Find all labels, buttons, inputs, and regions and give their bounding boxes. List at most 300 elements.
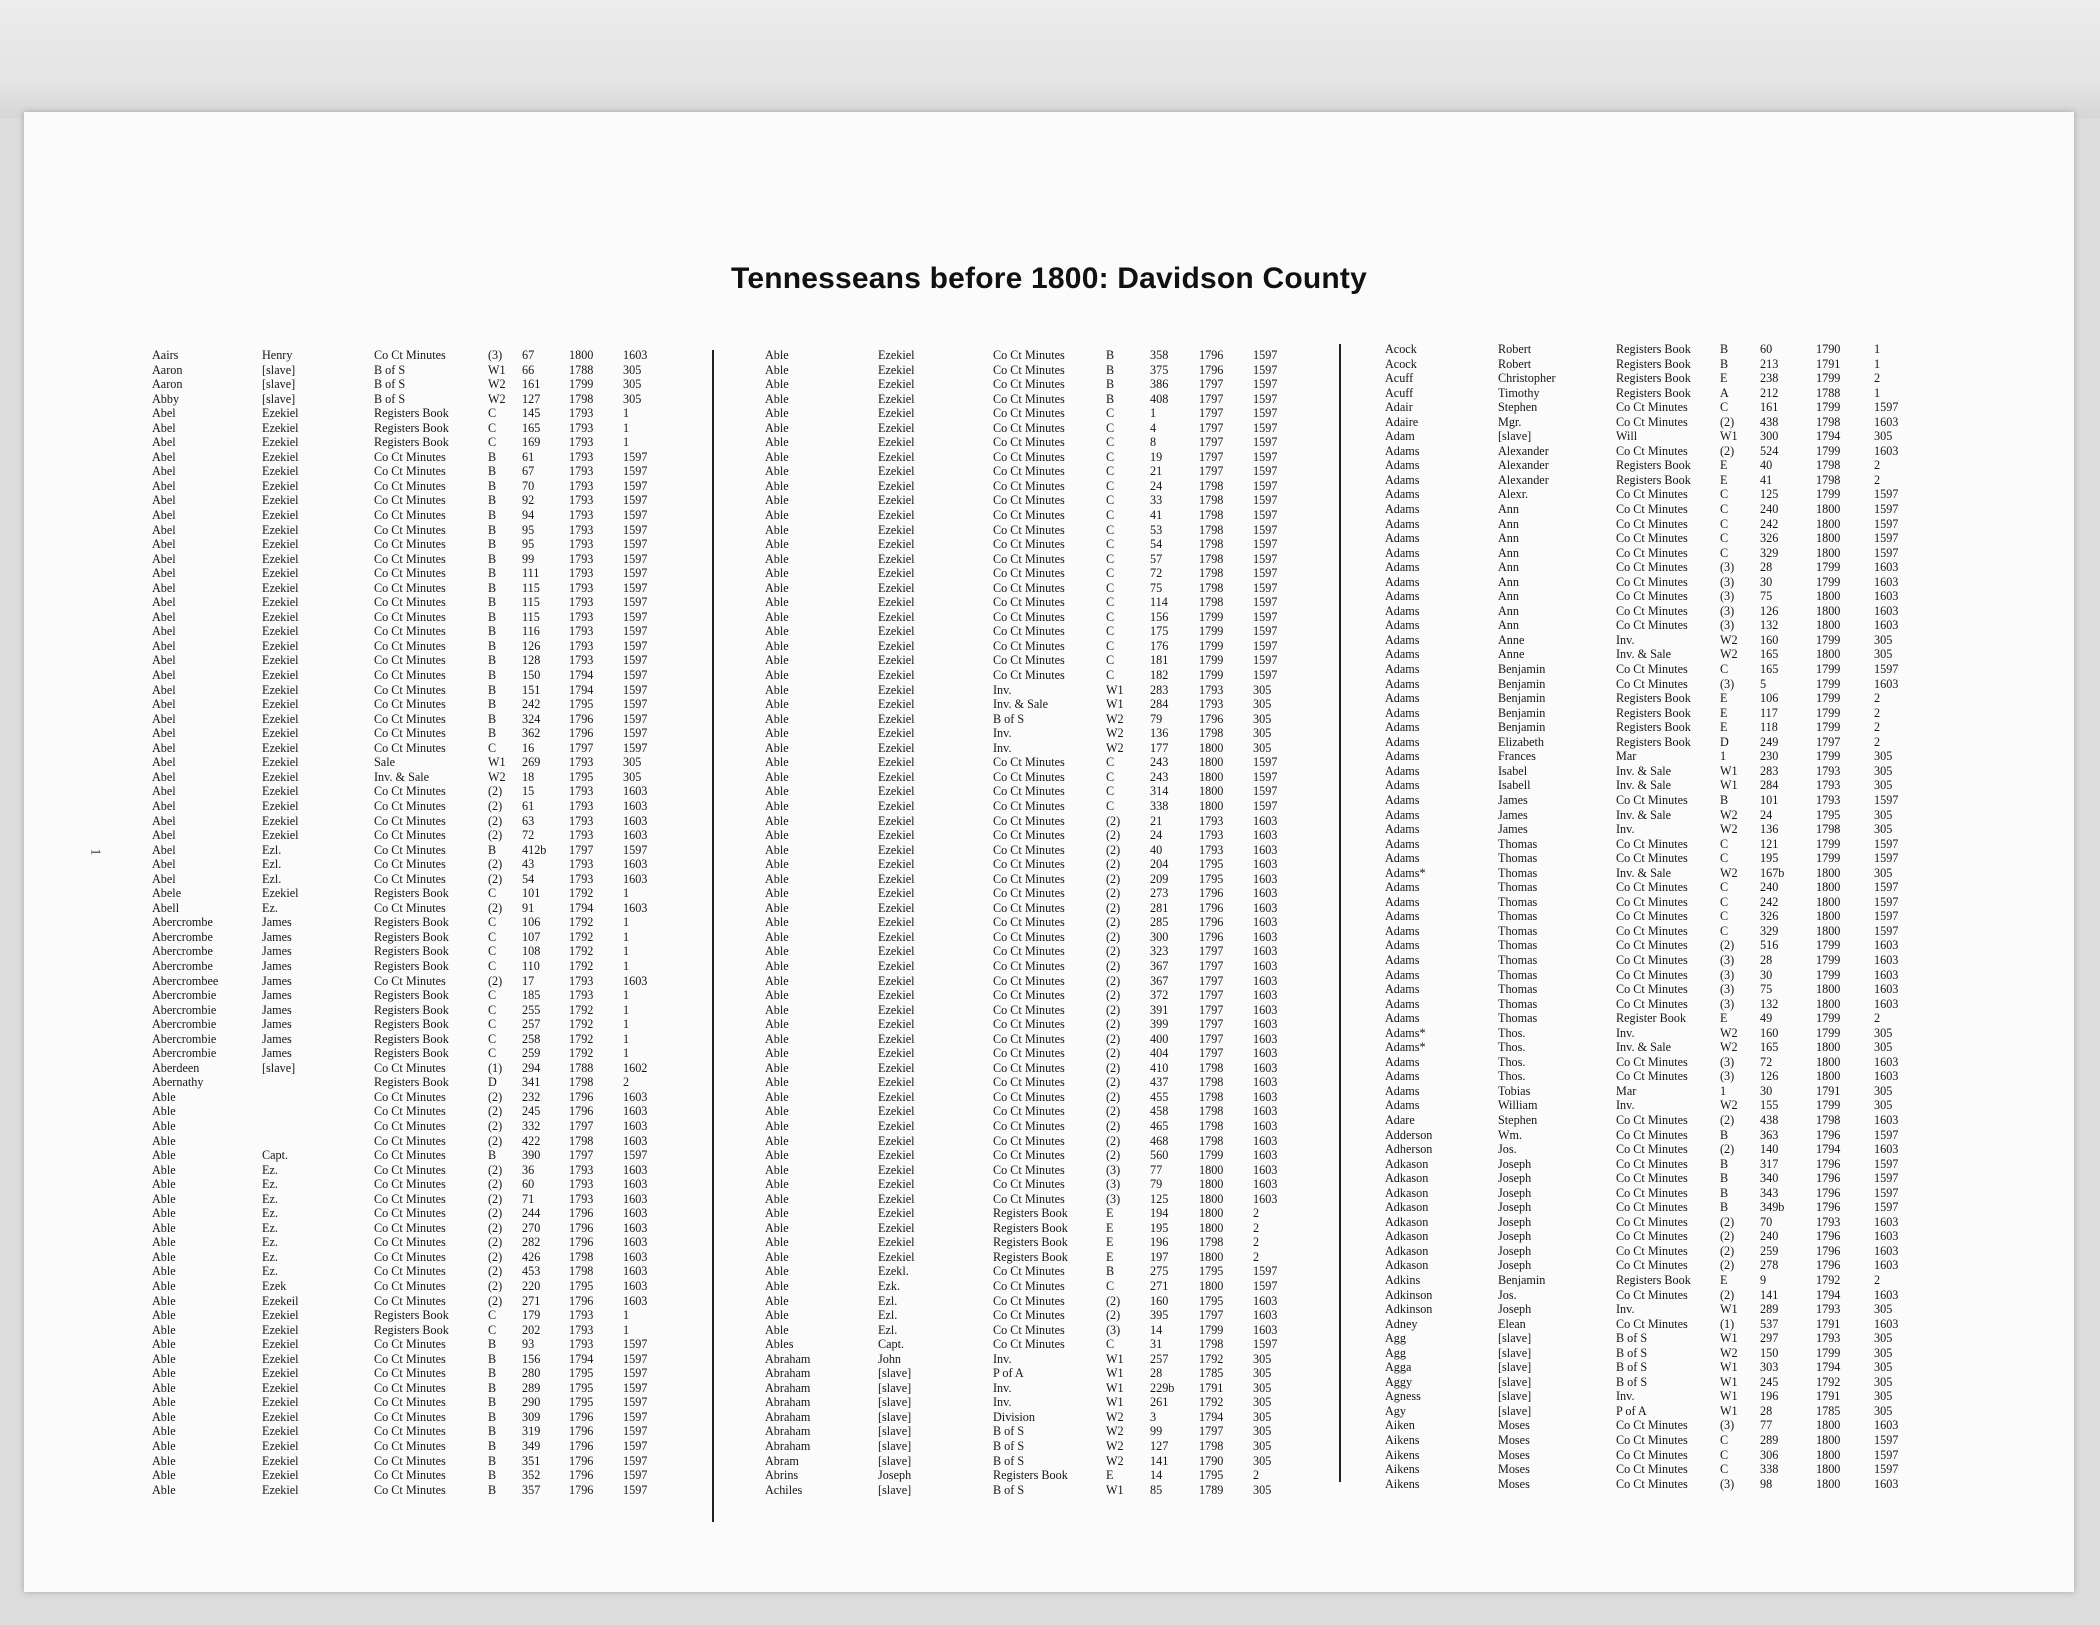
- volume-cell: (3): [1720, 1418, 1735, 1433]
- year-cell: 1785: [1199, 1366, 1224, 1381]
- record-type-cell: Co Ct Minutes: [993, 377, 1065, 392]
- page-ref-cell: 196: [1150, 1235, 1169, 1250]
- surname-cell: Adams: [1385, 952, 1420, 967]
- roll-cell: 1597: [1874, 531, 1899, 546]
- surname-cell: Adkason: [1385, 1214, 1429, 1229]
- entry-row: [765, 493, 1297, 508]
- page-ref-cell: 255: [522, 1002, 541, 1017]
- roll-cell: 1603: [1253, 1162, 1278, 1177]
- year-cell: 1798: [1199, 595, 1224, 610]
- roll-cell: 1603: [623, 857, 648, 872]
- year-cell: 1793: [569, 1337, 594, 1352]
- year-cell: 1789: [1199, 1482, 1224, 1497]
- given-name-cell: Ezekiel: [878, 391, 915, 406]
- volume-cell: B: [488, 595, 497, 610]
- roll-cell: 1603: [623, 1162, 648, 1177]
- entry-row: [1385, 953, 1914, 968]
- given-name-cell: [slave]: [878, 1395, 912, 1410]
- year-cell: 1793: [1816, 778, 1841, 793]
- given-name-cell: Ezekiel: [262, 726, 299, 741]
- page-ref-cell: 85: [1150, 1482, 1163, 1497]
- page-ref-cell: 259: [1760, 1243, 1779, 1258]
- page-ref-cell: 165: [1760, 647, 1779, 662]
- record-type-cell: Inv. & Sale: [1616, 763, 1672, 778]
- page-ref-cell: 30: [1760, 967, 1773, 982]
- volume-cell: (2): [488, 1279, 503, 1293]
- volume-cell: C: [1106, 449, 1115, 464]
- roll-cell: 305: [1253, 740, 1272, 755]
- page-ref-cell: 412b: [522, 842, 547, 857]
- surname-cell: Able: [765, 668, 789, 683]
- entry-row: [1385, 517, 1914, 532]
- year-cell: 1793: [569, 813, 594, 828]
- year-cell: 1799: [1199, 638, 1224, 653]
- page-ref-cell: 290: [522, 1395, 541, 1410]
- surname-cell: Abercrombie: [152, 1031, 217, 1046]
- year-cell: 1792: [569, 1031, 594, 1046]
- year-cell: 1793: [569, 478, 594, 493]
- page-ref-cell: 169: [522, 435, 541, 450]
- year-cell: 1793: [569, 1322, 594, 1337]
- given-name-cell: [slave]: [878, 1380, 912, 1395]
- volume-cell: E: [1720, 371, 1728, 386]
- surname-cell: Abel: [152, 478, 176, 493]
- entry-row: [1385, 662, 1914, 677]
- page-ref-cell: 242: [1760, 516, 1779, 531]
- entry-row: [765, 1003, 1297, 1018]
- record-type-cell: Co Ct Minutes: [374, 1220, 446, 1235]
- surname-cell: Able: [765, 1017, 789, 1032]
- page-ref-cell: 30: [1760, 574, 1773, 589]
- roll-cell: 1603: [1253, 915, 1278, 930]
- volume-cell: (2): [488, 1118, 503, 1133]
- given-name-cell: [slave]: [262, 362, 296, 377]
- year-cell: 1797: [569, 1118, 594, 1133]
- surname-cell: Adams: [1385, 778, 1420, 793]
- record-type-cell: Co Ct Minutes: [1616, 1054, 1688, 1069]
- surname-cell: Adams: [1385, 792, 1420, 807]
- entry-row: [1385, 866, 1914, 881]
- entry-row: [765, 610, 1297, 625]
- record-type-cell: Co Ct Minutes: [993, 595, 1065, 610]
- year-cell: 1797: [1199, 1308, 1224, 1323]
- surname-cell: Able: [765, 1104, 789, 1119]
- record-type-cell: Co Ct Minutes: [993, 609, 1065, 624]
- volume-cell: C: [488, 406, 497, 421]
- surname-cell: Able: [765, 1235, 789, 1250]
- volume-cell: (3): [1720, 1054, 1735, 1069]
- record-type-cell: Co Ct Minutes: [993, 522, 1065, 537]
- entry-row: [152, 872, 667, 887]
- page-ref-cell: 243: [1150, 755, 1169, 770]
- record-type-cell: Co Ct Minutes: [1616, 1316, 1688, 1331]
- year-cell: 1800: [1816, 1462, 1841, 1477]
- roll-cell: 1: [623, 406, 630, 421]
- year-cell: 1792: [1816, 1374, 1841, 1389]
- entry-row: [152, 552, 667, 567]
- record-type-cell: Co Ct Minutes: [374, 580, 446, 595]
- volume-cell: (2): [1106, 1075, 1121, 1090]
- volume-cell: C: [1106, 595, 1115, 610]
- volume-cell: C: [488, 988, 497, 1003]
- given-name-cell: Ezekiel: [262, 1395, 299, 1410]
- volume-cell: (2): [488, 857, 503, 872]
- year-cell: 1796: [569, 1089, 594, 1104]
- page-ref-cell: 244: [522, 1206, 541, 1221]
- entry-row: [1385, 1462, 1914, 1477]
- surname-cell: Abel: [152, 551, 176, 566]
- year-cell: 1795: [1199, 871, 1224, 886]
- volume-cell: B: [1720, 1156, 1729, 1171]
- roll-cell: 1597: [623, 508, 648, 523]
- given-name-cell: Christopher: [1498, 371, 1556, 386]
- roll-cell: 1603: [623, 1249, 648, 1264]
- page-ref-cell: 77: [1150, 1162, 1163, 1177]
- given-name-cell: Jos.: [1498, 1142, 1517, 1157]
- entry-row: [152, 479, 667, 494]
- year-cell: 1798: [1199, 1439, 1224, 1454]
- year-cell: 1799: [1199, 668, 1224, 683]
- year-cell: 1796: [569, 1220, 594, 1235]
- given-name-cell: Alexander: [1498, 458, 1549, 473]
- record-type-cell: Registers Book: [374, 944, 449, 959]
- roll-cell: 1603: [623, 348, 648, 362]
- surname-cell: Adams: [1385, 545, 1420, 560]
- given-name-cell: Joseph: [1498, 1156, 1532, 1171]
- record-type-cell: Co Ct Minutes: [1616, 1171, 1688, 1186]
- given-name-cell: Thos.: [1498, 1054, 1526, 1069]
- volume-cell: (2): [1720, 443, 1735, 458]
- volume-cell: (2): [1106, 915, 1121, 930]
- given-name-cell: Ezekiel: [878, 566, 915, 581]
- given-name-cell: Ezekiel: [878, 1060, 915, 1075]
- surname-cell: Abraham: [765, 1351, 811, 1366]
- surname-cell: Adkason: [1385, 1156, 1429, 1171]
- year-cell: 1798: [1199, 580, 1224, 595]
- given-name-cell: Moses: [1498, 1462, 1530, 1477]
- given-name-cell: Ez.: [262, 1235, 278, 1250]
- page-ref-cell: 212: [1760, 385, 1779, 400]
- page-ref-cell: 79: [1150, 1177, 1163, 1192]
- volume-cell: (2): [488, 1235, 503, 1250]
- page-ref-cell: 194: [1150, 1206, 1169, 1221]
- year-cell: 1793: [569, 784, 594, 799]
- record-type-cell: Co Ct Minutes: [374, 1264, 446, 1279]
- volume-cell: B: [1720, 1185, 1729, 1200]
- entry-row: [1385, 1186, 1914, 1201]
- record-type-cell: Registers Book: [1616, 472, 1691, 487]
- page-ref-cell: 115: [522, 609, 540, 624]
- given-name-cell: Ezekiel: [262, 449, 299, 464]
- record-type-cell: Co Ct Minutes: [374, 1060, 446, 1075]
- page-ref-cell: 245: [522, 1104, 541, 1119]
- volume-cell: B: [1106, 377, 1115, 392]
- surname-cell: Abram: [765, 1453, 799, 1468]
- record-type-cell: Co Ct Minutes: [374, 522, 446, 537]
- volume-cell: (2): [1106, 1002, 1121, 1017]
- roll-cell: 1597: [623, 740, 648, 755]
- volume-cell: (2): [1106, 871, 1121, 886]
- page-ref-cell: 204: [1150, 857, 1169, 872]
- given-name-cell: [slave]: [878, 1482, 912, 1497]
- year-cell: 1799: [1816, 443, 1841, 458]
- roll-cell: 1603: [1253, 857, 1278, 872]
- record-type-cell: Co Ct Minutes: [1616, 1258, 1688, 1273]
- year-cell: 1793: [569, 464, 594, 479]
- column-divider-2: [1339, 344, 1341, 1482]
- roll-cell: 1603: [1874, 618, 1899, 633]
- entry-row: [1385, 1273, 1914, 1288]
- page-ref-cell: 438: [1760, 1112, 1779, 1127]
- volume-cell: W2: [1106, 1453, 1124, 1468]
- entry-row: [1385, 400, 1914, 415]
- volume-cell: W1: [488, 755, 506, 770]
- year-cell: 1791: [1816, 1083, 1841, 1098]
- page-ref-cell: 132: [1760, 618, 1779, 633]
- record-type-cell: Registers Book: [374, 886, 449, 901]
- given-name-cell: Ann: [1498, 618, 1519, 633]
- volume-cell: (2): [1106, 973, 1121, 988]
- surname-cell: Aikens: [1385, 1476, 1420, 1491]
- page-ref-cell: 182: [1150, 668, 1169, 683]
- volume-cell: C: [1106, 609, 1115, 624]
- page-ref-cell: 99: [1150, 1424, 1163, 1439]
- entry-row: [1385, 1026, 1914, 1041]
- year-cell: 1793: [569, 988, 594, 1003]
- surname-cell: Able: [765, 1279, 789, 1293]
- volume-cell: W1: [1106, 1482, 1124, 1497]
- record-type-cell: Registers Book: [993, 1468, 1068, 1483]
- record-type-cell: Co Ct Minutes: [993, 1148, 1065, 1163]
- record-type-cell: Co Ct Minutes: [374, 813, 446, 828]
- record-type-cell: Co Ct Minutes: [993, 1118, 1065, 1133]
- surname-cell: Able: [765, 348, 789, 362]
- surname-cell: Able: [152, 1322, 176, 1337]
- volume-cell: (2): [1106, 813, 1121, 828]
- page-ref-cell: 9: [1760, 1273, 1767, 1287]
- page-ref-cell: 24: [1150, 828, 1163, 843]
- surname-cell: Adams: [1385, 923, 1420, 938]
- entry-row: [1385, 851, 1914, 866]
- year-cell: 1798: [1199, 1235, 1224, 1250]
- page-ref-cell: 61: [522, 798, 535, 813]
- roll-cell: 1603: [1874, 603, 1899, 618]
- record-type-cell: Co Ct Minutes: [374, 798, 446, 813]
- page-ref-cell: 230: [1760, 749, 1779, 764]
- page-ref-cell: 358: [1150, 348, 1169, 362]
- surname-cell: Able: [152, 1293, 176, 1308]
- page-ref-cell: 326: [1760, 531, 1779, 546]
- year-cell: 1794: [569, 668, 594, 683]
- entry-row: [765, 1250, 1297, 1265]
- entry-row: [765, 930, 1297, 945]
- page-ref-cell: 195: [1150, 1220, 1169, 1235]
- given-name-cell: Ezekiel: [878, 464, 915, 479]
- roll-cell: 2: [1874, 720, 1881, 735]
- page-ref-cell: 19: [1150, 449, 1163, 464]
- year-cell: 1800: [1816, 603, 1841, 618]
- surname-cell: Abel: [152, 668, 176, 683]
- record-type-cell: Co Ct Minutes: [993, 1060, 1065, 1075]
- year-cell: 1799: [1816, 1025, 1841, 1040]
- roll-cell: 305: [1874, 1083, 1893, 1098]
- record-type-cell: Registers Book: [1616, 342, 1691, 356]
- surname-cell: Aairs: [152, 348, 179, 362]
- roll-cell: 1597: [1253, 769, 1278, 784]
- volume-cell: (2): [488, 1133, 503, 1148]
- surname-cell: Adkason: [1385, 1185, 1429, 1200]
- record-type-cell: Co Ct Minutes: [993, 406, 1065, 421]
- roll-cell: 1597: [1253, 1279, 1278, 1293]
- page-ref-cell: 132: [1760, 996, 1779, 1011]
- page-ref-cell: 8: [1150, 435, 1157, 450]
- roll-cell: 1603: [623, 1293, 648, 1308]
- surname-cell: Abraham: [765, 1439, 811, 1454]
- year-cell: 1793: [1199, 828, 1224, 843]
- record-type-cell: Co Ct Minutes: [374, 697, 446, 712]
- roll-cell: 1597: [1253, 435, 1278, 450]
- volume-cell: (2): [1106, 842, 1121, 857]
- given-name-cell: Ezekiel: [878, 886, 915, 901]
- entry-column-1: [152, 348, 667, 1497]
- surname-cell: Adams: [1385, 763, 1420, 778]
- given-name-cell: James: [262, 973, 292, 988]
- entry-row: [1385, 1302, 1914, 1317]
- entry-row: [765, 741, 1297, 756]
- year-cell: 1793: [569, 580, 594, 595]
- given-name-cell: Ezekiel: [262, 638, 299, 653]
- given-name-cell: Elean: [1498, 1316, 1526, 1331]
- roll-cell: 1597: [623, 726, 648, 741]
- roll-cell: 2: [1253, 1206, 1260, 1221]
- surname-cell: Adams: [1385, 1098, 1420, 1113]
- record-type-cell: Co Ct Minutes: [374, 1482, 446, 1497]
- roll-cell: 1: [1874, 342, 1881, 356]
- roll-cell: 305: [1253, 697, 1272, 712]
- entry-row: [152, 624, 667, 639]
- page-ref-cell: 284: [1760, 778, 1779, 793]
- entry-row: [152, 1003, 667, 1018]
- roll-cell: 1603: [1253, 871, 1278, 886]
- surname-cell: Adams: [1385, 996, 1420, 1011]
- roll-cell: 1603: [1874, 589, 1899, 604]
- roll-cell: 1: [623, 929, 630, 944]
- volume-cell: B: [488, 624, 497, 639]
- record-type-cell: Registers Book: [374, 406, 449, 421]
- year-cell: 1800: [1199, 1191, 1224, 1206]
- roll-cell: 1597: [1253, 420, 1278, 435]
- page-ref-cell: 114: [1150, 595, 1168, 610]
- entry-row: [765, 770, 1297, 785]
- roll-cell: 1597: [623, 580, 648, 595]
- entry-row: [1385, 1069, 1914, 1084]
- entry-row: [1385, 546, 1914, 561]
- page-ref-cell: 338: [1760, 1462, 1779, 1477]
- entry-row: [1385, 895, 1914, 910]
- volume-cell: B: [1720, 342, 1729, 356]
- year-cell: 1797: [1199, 988, 1224, 1003]
- entry-row: [152, 493, 667, 508]
- volume-cell: B: [488, 1453, 497, 1468]
- given-name-cell: Ezekiel: [262, 1424, 299, 1439]
- surname-cell: Adams: [1385, 472, 1420, 487]
- entry-table-2: [765, 348, 1297, 1497]
- record-type-cell: Co Ct Minutes: [374, 1089, 446, 1104]
- entry-row: [152, 1483, 667, 1498]
- surname-cell: Abel: [152, 522, 176, 537]
- record-type-cell: Co Ct Minutes: [1616, 662, 1688, 677]
- roll-cell: 1603: [1253, 988, 1278, 1003]
- roll-cell: 1603: [1874, 1054, 1899, 1069]
- year-cell: 1791: [1816, 356, 1841, 371]
- volume-cell: C: [1106, 1279, 1115, 1293]
- roll-cell: 1597: [623, 711, 648, 726]
- volume-cell: W2: [488, 377, 506, 392]
- year-cell: 1793: [569, 798, 594, 813]
- given-name-cell: Thos.: [1498, 1069, 1526, 1084]
- given-name-cell: [slave]: [1498, 1403, 1532, 1418]
- given-name-cell: Ezekiel: [262, 435, 299, 450]
- volume-cell: B: [488, 726, 497, 741]
- page-ref-cell: 468: [1150, 1133, 1169, 1148]
- roll-cell: 305: [1253, 711, 1272, 726]
- given-name-cell: Thomas: [1498, 1011, 1538, 1026]
- given-name-cell: [slave]: [878, 1366, 912, 1381]
- roll-cell: 305: [1874, 1403, 1893, 1418]
- entry-row: [765, 668, 1297, 683]
- record-type-cell: Co Ct Minutes: [1616, 443, 1688, 458]
- year-cell: 1800: [1199, 1220, 1224, 1235]
- volume-cell: C: [488, 1017, 497, 1032]
- surname-cell: Able: [765, 362, 789, 377]
- volume-cell: W2: [1106, 711, 1124, 726]
- year-cell: 1793: [569, 755, 594, 770]
- entry-row: [152, 755, 667, 770]
- volume-cell: C: [1720, 851, 1729, 866]
- page-ref-cell: 453: [522, 1264, 541, 1279]
- entry-row: [765, 1119, 1297, 1134]
- entry-row: [765, 712, 1297, 727]
- surname-cell: Able: [152, 1089, 176, 1104]
- roll-cell: 1597: [623, 537, 648, 552]
- roll-cell: 1603: [623, 1279, 648, 1293]
- roll-cell: 1603: [1253, 1046, 1278, 1061]
- page-ref-cell: 404: [1150, 1046, 1169, 1061]
- volume-cell: B: [488, 1468, 497, 1483]
- roll-cell: 1603: [1253, 1308, 1278, 1323]
- surname-cell: Adams: [1385, 880, 1420, 895]
- roll-cell: 305: [1874, 1302, 1893, 1317]
- record-type-cell: Co Ct Minutes: [1616, 923, 1688, 938]
- record-type-cell: Co Ct Minutes: [374, 1453, 446, 1468]
- entry-row: [765, 1454, 1297, 1469]
- volume-cell: C: [1106, 566, 1115, 581]
- page-ref-cell: 367: [1150, 958, 1169, 973]
- surname-cell: Abel: [152, 784, 176, 799]
- roll-cell: 1603: [623, 1220, 648, 1235]
- year-cell: 1793: [569, 551, 594, 566]
- given-name-cell: Ezekiel: [878, 362, 915, 377]
- surname-cell: Abel: [152, 464, 176, 479]
- entry-row: [1385, 837, 1914, 852]
- entry-row: [152, 683, 667, 698]
- record-type-cell: Co Ct Minutes: [993, 871, 1065, 886]
- year-cell: 1797: [1199, 406, 1224, 421]
- record-type-cell: Co Ct Minutes: [993, 1293, 1065, 1308]
- year-cell: 1798: [1199, 1075, 1224, 1090]
- surname-cell: Able: [765, 1089, 789, 1104]
- record-type-cell: Co Ct Minutes: [993, 929, 1065, 944]
